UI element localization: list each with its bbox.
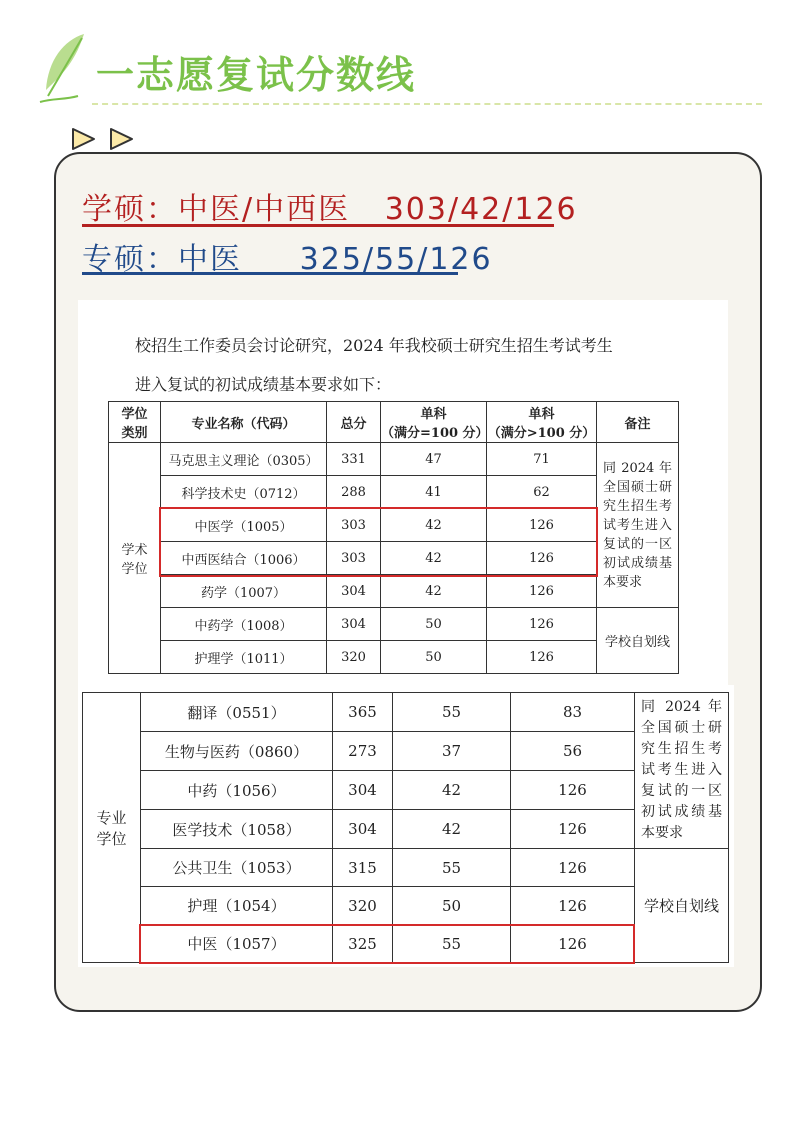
major-cell: 医学技术（1058） [141,810,333,849]
single-100-cell: 42 [381,542,487,575]
remark-school: 学校自划线 [635,849,729,963]
table-row [83,810,729,849]
table-row [109,575,679,608]
single-over-cell: 83 [511,693,635,732]
header-remark: 备注 [597,402,679,443]
notice-line-1: 校招生工作委员会讨论研究，2024 年我校硕士研究生招生考试考生 [135,336,613,355]
professional-score-table [82,692,729,963]
total-cell: 304 [327,608,381,641]
single-over-cell: 126 [511,925,635,963]
remark-national: 同 2024 年全国硕士研究生招生考试考生进入复试的一区初试成绩基本要求 [635,693,729,849]
table-row [83,887,729,925]
major-cell: 中医（1057） [141,925,333,963]
highlight-box-academic [159,507,598,577]
single-over-cell: 126 [511,771,635,810]
academic-score-line: 学硕：中医/中西医 303/42/126 [82,192,578,227]
major-cell: 翻译（0551） [141,693,333,732]
total-cell: 331 [327,443,381,476]
header-single-100: 单科 （满分=100 分） [381,402,487,443]
category-professional: 专业 学位 [83,693,141,963]
single-over-cell: 126 [511,810,635,849]
single-100-cell: 50 [381,608,487,641]
single-over-cell: 62 [487,476,597,509]
single-over-cell: 126 [487,608,597,641]
notice-line-2: 进入复试的初试成绩基本要求如下： [135,375,392,394]
total-cell: 320 [327,641,381,674]
table-row [83,771,729,810]
major-cell: 中药（1056） [141,771,333,810]
table-row [109,641,679,674]
major-cell: 马克思主义理论（0305） [161,443,327,476]
major-cell: 科学技术史（0712） [161,476,327,509]
major-cell: 公共卫生（1053） [141,849,333,887]
professional-underline [82,272,458,275]
single-100-cell: 41 [381,476,487,509]
total-cell: 320 [333,887,393,925]
single-100-cell: 55 [393,925,511,963]
major-cell: 中西医结合（1006） [161,542,327,575]
single-100-cell: 50 [393,887,511,925]
single-over-cell: 56 [511,732,635,771]
total-cell: 304 [333,771,393,810]
single-over-cell: 126 [487,641,597,674]
remark-school: 学校自划线 [597,608,679,674]
single-100-cell: 42 [381,575,487,608]
total-cell: 304 [327,575,381,608]
table-row [109,608,679,641]
major-cell: 护理学（1011） [161,641,327,674]
header-category: 学位 类别 [109,402,161,443]
table-row [109,476,679,509]
table-row [83,849,729,887]
academic-underline [82,224,554,227]
leaf-icon [34,30,94,110]
page-title: 一志愿复试分数线 [96,53,417,97]
single-over-cell: 126 [511,887,635,925]
single-over-cell: 71 [487,443,597,476]
major-cell: 药学（1007） [161,575,327,608]
major-cell: 中药学（1008） [161,608,327,641]
category-academic: 学术 学位 [109,443,161,674]
header-major: 专业名称（代码） [161,402,327,443]
major-cell: 护理（1054） [141,887,333,925]
highlight-box-professional [139,924,635,964]
total-cell: 303 [327,509,381,542]
header-single-over-100: 单科 （满分>100 分） [487,402,597,443]
total-cell: 288 [327,476,381,509]
table-row [83,732,729,771]
major-cell: 生物与医药（0860） [141,732,333,771]
table-header-row [109,402,679,443]
single-100-cell: 50 [381,641,487,674]
total-cell: 325 [333,925,393,963]
total-cell: 273 [333,732,393,771]
single-100-cell: 42 [393,810,511,849]
play-triangle-icon [108,126,136,152]
single-over-cell: 126 [511,849,635,887]
single-over-cell: 126 [487,509,597,542]
single-100-cell: 55 [393,849,511,887]
single-100-cell: 55 [393,693,511,732]
single-100-cell: 37 [393,732,511,771]
total-cell: 365 [333,693,393,732]
total-cell: 304 [333,810,393,849]
table-row [83,693,729,732]
single-over-cell: 126 [487,575,597,608]
professional-score-line: 专硕：中医 325/55/126 [82,242,493,277]
remark-national: 同 2024 年全国硕士研究生招生考试考生进入复试的一区初试成绩基本要求 [597,443,679,608]
total-cell: 315 [333,849,393,887]
play-triangle-icon [70,126,98,152]
single-100-cell: 42 [381,509,487,542]
header-total: 总分 [327,402,381,443]
title-divider [92,103,762,105]
single-100-cell: 47 [381,443,487,476]
table-row [109,443,679,476]
single-over-cell: 126 [487,542,597,575]
total-cell: 303 [327,542,381,575]
single-100-cell: 42 [393,771,511,810]
major-cell: 中医学（1005） [161,509,327,542]
